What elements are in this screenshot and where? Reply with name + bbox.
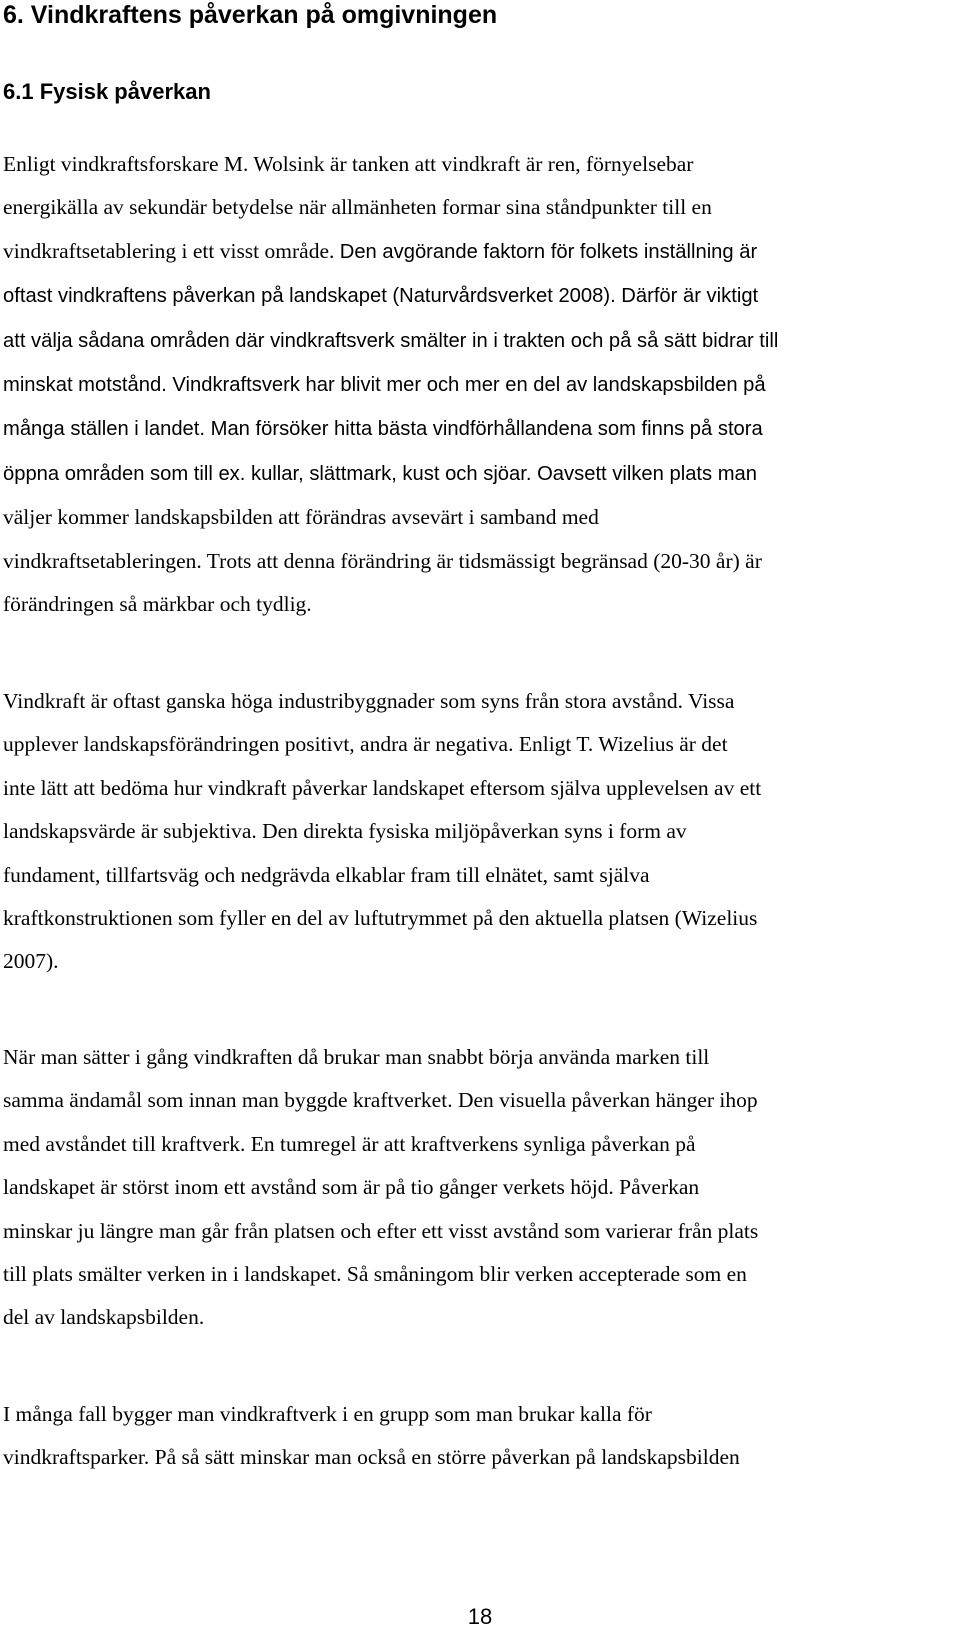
text-line — [3, 319, 933, 363]
text-segment: energikälla av sekundär betydelse när allmänheten formar sina ståndpunkter till en — [3, 195, 712, 220]
text-segment: vindkraftsetablering i ett visst område. — [3, 238, 340, 263]
text-segment: med avståndet till kraftverk. En tumregel är att kraftverkens synliga påverkan på — [3, 1131, 696, 1156]
text-segment: inte lätt att bedöma hur vindkraft påverkar landskapet eftersom själva upplevelsen av ett — [3, 775, 762, 800]
text-line — [3, 897, 933, 940]
text-line — [3, 496, 933, 539]
text-line — [3, 1436, 933, 1479]
text-line — [3, 1123, 933, 1166]
text-segment: landskapet är störst inom ett avstånd som är på tio gånger verkets höjd. Påverkan — [3, 1175, 700, 1200]
text-segment: vindkraftsetableringen. Trots att denna förändring är tidsmässigt begränsad (20-30 år) är — [3, 548, 762, 573]
text-line — [3, 540, 933, 583]
text-line — [3, 186, 933, 229]
text-line — [3, 407, 933, 451]
text-line — [3, 767, 933, 810]
text-line — [3, 1166, 933, 1209]
text-segment: Vindkraft är oftast ganska höga industribyggnader som syns från stora avstånd. Vissa — [3, 689, 735, 713]
text-line — [3, 940, 933, 983]
text-segment: Den avgörande faktorn för folkets inställning är — [339, 240, 758, 263]
text-segment: öppna områden som till ex. kullar, slättmark, kust och sjöar. — [3, 462, 532, 485]
text-line — [3, 1210, 933, 1253]
text-line — [3, 810, 933, 853]
section-heading: 6. Vindkraftens påverkan på omgivningen — [3, 1, 498, 29]
text-line — [3, 1393, 933, 1436]
text-segment: landskapsvärde är subjektiva. Den direkta fysiska miljöpåverkan syns i form av — [3, 819, 687, 844]
body-paragraph — [3, 1036, 933, 1340]
body-paragraph — [3, 680, 933, 984]
text-segment: Oavsett vilken plats man — [531, 462, 758, 485]
text-segment: minskat motstånd. — [3, 374, 167, 397]
text-segment: minskar ju längre man går från platsen och efter ett visst avstånd som varierar från plats — [3, 1218, 759, 1243]
text-line — [3, 1296, 933, 1339]
text-segment: många ställen i landet. — [3, 418, 206, 441]
page-number: 18 — [467, 1604, 493, 1629]
text-segment: förändringen så märkbar och tydlig. — [3, 592, 312, 617]
body-paragraph — [3, 1393, 933, 1480]
text-line — [3, 854, 933, 897]
text-line — [3, 230, 933, 274]
text-line — [3, 680, 933, 723]
text-segment: oftast vindkraftens påverkan på landskapet (Naturvårdsverket 2008). — [3, 285, 616, 308]
body-paragraph — [3, 143, 933, 626]
text-line — [3, 363, 933, 407]
text-segment: samma ändamål som innan man byggde kraftverket. Den visuella påverkan hänger ihop — [3, 1088, 758, 1113]
text-line — [3, 723, 933, 766]
text-segment: 2007). — [3, 949, 59, 974]
text-line — [3, 583, 933, 626]
text-segment: I många fall bygger man vindkraftverk i en grupp som man brukar kalla för — [3, 1402, 652, 1426]
text-line — [3, 1079, 933, 1122]
text-segment: När man sätter i gång vindkraften då brukar man snabbt börja använda marken till — [3, 1045, 710, 1069]
text-line — [3, 1253, 933, 1296]
text-segment: Vindkraftsverk har blivit mer och mer en del av landskapsbilden på — [166, 374, 766, 397]
text-segment: väljer kommer landskapsbilden att förändras avsevärt i samband med — [3, 505, 599, 530]
text-segment: Man försöker hitta bästa vindförhållandena som finns på stora — [205, 418, 763, 441]
text-segment: till plats smälter verken in i landskapet. Så småningom blir verken accepterade som en — [3, 1262, 747, 1287]
text-segment: Därför är viktigt — [615, 285, 759, 308]
text-segment: upplever landskapsförändringen positivt, andra är negativa. Enligt T. Wizelius är det — [3, 732, 728, 757]
text-segment: del av landskapsbilden. — [3, 1305, 205, 1330]
text-segment: Enligt vindkraftsforskare M. Wolsink är tanken att vindkraft är ren, förnyelsebar — [3, 152, 694, 176]
text-line — [3, 274, 933, 318]
text-segment: att välja sådana områden där vindkraftsverk smälter in i trakten och på så sätt bidrar till — [3, 329, 779, 352]
text-line — [3, 143, 933, 186]
text-segment: kraftkonstruktionen som fyller en del av luftutrymmet på den aktuella platsen (Wizelius — [3, 906, 758, 931]
text-segment: fundament, tillfartsväg och nedgrävda elkablar fram till elnätet, samt själva — [3, 862, 650, 887]
subsection-heading: 6.1 Fysisk påverkan — [3, 79, 211, 104]
text-segment: vindkraftsparker. På så sätt minskar man också en större påverkan på landskapsbilden — [3, 1445, 740, 1470]
text-line — [3, 452, 933, 496]
text-line — [3, 1036, 933, 1079]
